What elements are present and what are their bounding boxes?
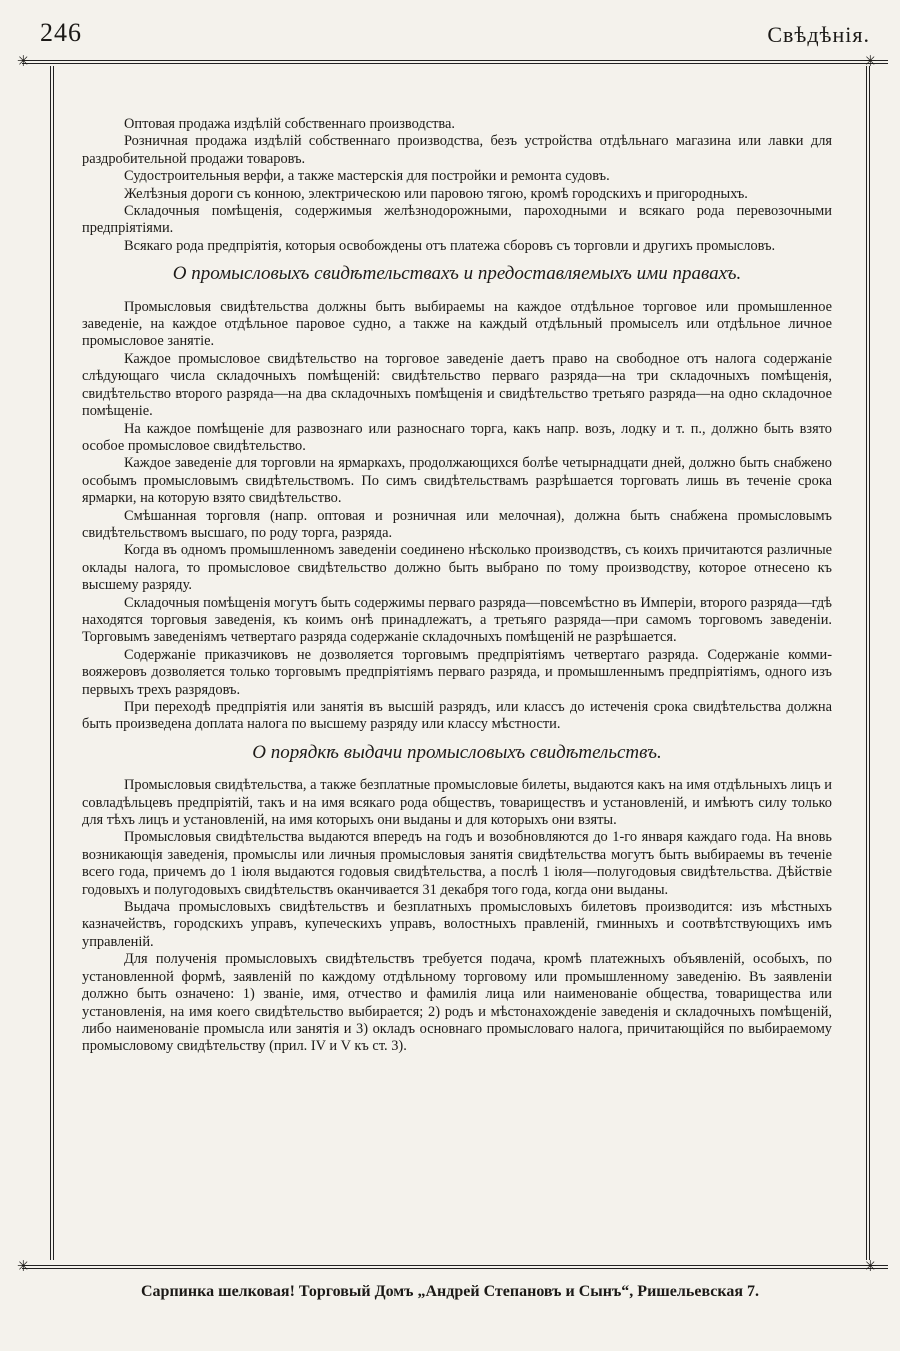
paragraph: Выдача промысловыхъ свидѣтельствъ и безплатныхъ промысловыхъ билетовъ производится: изъ мѣстныхъ казначействъ, городскихъ управъ, купеческихъ управъ, волостныхъ правленій, гминныхъ и соотвѣтствующихъ имъ управленій. [82, 899, 832, 950]
ornament-star-top-right: ✳ [864, 54, 877, 70]
left-rule [50, 66, 54, 1260]
paragraph: Промысловыя свидѣтельства должны быть выбираемы на каждое отдѣльное торговое или промышленное заведеніе, на каждое отдѣльное паровое судно, а также на каждый отдѣльный промыселъ или отдѣльное личное промысловое занятіе. [82, 298, 832, 350]
paragraph: Когда въ одномъ промышленномъ заведеніи соединено нѣсколько производствъ, съ коихъ причитаются различные оклады налога, то промысловое свидѣтельство должно быть выбрано по тому производству, которое отнесено къ высшему разряду. [82, 542, 832, 594]
list-item: Судостроительныя верфи, а также мастерскія для постройки и ремонта судовъ. [124, 168, 610, 185]
paragraph: Промысловыя свидѣтельства выдаются впередъ на годъ и возобновляются до 1-го января каждаго года. На вновь возникающія заведенія, промыслы или личныя промысловыя занятія свидѣтельства могутъ быть выбираемы въ теченіе всего года, причемъ до 1 іюля выдаются годовыя свидѣтельства, а послѣ 1 іюля—полугодовыя свидѣтельства. Дѣйствіе годовыхъ и полугодовыхъ свидѣтельствъ оканчивается 31 декабря того года, когда они выданы. [82, 829, 832, 898]
paragraph: На каждое помѣщеніе для развознаго или разноснаго торга, какъ напр. возъ, лодку и т. п., должно быть взято особое промысловое свидѣтельство. [82, 420, 832, 454]
top-rule [22, 60, 888, 64]
page-body [82, 116, 832, 1056]
paragraph: Складочныя помѣщенія могутъ быть содержимы перваго разряда—повсемѣстно въ Имперіи, второго разряда—гдѣ находятся торговыя заведенія, къ коимъ онѣ принадлежатъ, а третьяго разряда—при самомъ торговомъ заведеніи. Торговымъ заведеніямъ четвертаго разряда содержаніе складочныхъ помѣщеній не разрѣшается. [82, 594, 832, 646]
paragraph: Для полученія промысловыхъ свидѣтельствъ требуется подача, кромѣ платежныхъ объявленій, особыхъ, по установленной формѣ, заявленій по каждому отдѣльному торговому или промышленному заведенію. Въ заявленіи должно быть означено: 1) званіе, имя, отчество и фамилія лица или наименованіе общества, товарищества или установленія, на имя коего свидѣтельство выбирается; 2) родъ и мѣстонахожденіе заведенія и складочныхъ помѣщеній, либо наименованіе промысла или занятія и 3) окладъ основнаго промысловаго налога, причитающійся по выбираемому промысловому свидѣтельству (прил. IV и V къ ст. 3). [82, 951, 832, 1055]
ornament-star-top-left: ✳ [17, 54, 30, 70]
ornament-star-bottom-right: ✳ [864, 1259, 877, 1275]
paragraph: При переходѣ предпріятія или занятія въ высшій разрядъ, или классъ до истеченія срока свидѣтельства должна быть произведена доплата налога по высшему разряду или классу мѣстности. [82, 699, 832, 733]
paragraph: Каждое промысловое свидѣтельство на торговое заведеніе даетъ право на свободное отъ налога содержаніе слѣдующаго числа складочныхъ помѣщеній: свидѣтельство перваго разряда—на три складочныхъ помѣщенія, свидѣтельство второго разряда—на два складочныхъ помѣщенія и свидѣтельство третьяго разряда—на одно складочное помѣщеніе. [82, 350, 832, 420]
page-number: 246 [40, 18, 82, 47]
bottom-rule [22, 1265, 888, 1269]
right-rule [866, 66, 870, 1260]
list-item: Оптовая продажа издѣлій собственнаго производства. [124, 116, 455, 132]
paragraph: Каждое заведеніе для торговли на ярмаркахъ, продолжающихся болѣе четырнадцати дней, должно быть снабжено особымъ промысловымъ свидѣтельствомъ. По симъ свидѣтельствамъ разрѣшается торговать лишь въ теченіе срока ярмарки, на которую взято свидѣтельство. [82, 455, 832, 507]
list-item: Желѣзныя дороги съ конною, электрическою или паровою тягою, кромѣ городскихъ и пригородныхъ. [124, 185, 748, 202]
footer-advertisement: Сарпинка шелковая! Торговый Домъ „Андрей Степановъ и Сынъ“, Ришельевская 7. [140, 1283, 760, 1300]
ornament-star-bottom-left: ✳ [17, 1259, 30, 1275]
list-item: Всякаго рода предпріятія, которыя освобождены отъ платежа сборовъ съ торговли и другихъ промысловъ. [124, 237, 776, 254]
paragraph: Смѣшанная торговля (напр. оптовая и розничная или мелочная), должна быть снабжена промысловымъ свидѣтельствомъ высшаго, по роду торга, разряда. [82, 507, 832, 541]
section-heading-certificates-rights: О промысловыхъ свидѣтельствахъ и предоставляемыхъ ими правахъ. [172, 263, 742, 285]
paragraph: Промысловыя свидѣтельства, а также безплатные промысловые билеты, выдаются какъ на имя отдѣльныхъ лицъ и совладѣльцевъ предпріятій, такъ и на имя всякаго рода обществъ, товариществъ и установленій, и имѣютъ силу только для тѣхъ лицъ и установленій, на имя которыхъ они выданы и для которыхъ они взяты. [82, 777, 832, 829]
running-head: Свѣдѣнія. [767, 22, 870, 47]
paragraph: Содержаніе приказчиковъ не дозволяется торговымъ предпріятіямъ четвертаго разряда. Содержаніе комми-вояжеровъ дозволяется только торговымъ предпріятіямъ перваго разряда, и промышленнымъ предпріятіямъ, одного изъ первыхъ трехъ разрядовъ. [82, 646, 832, 698]
list-item: Складочныя помѣщенія, содержимыя желѣзнодорожными, пароходными и всякаго рода перевозочными предпріятіями. [82, 203, 832, 237]
list-item: Розничная продажа издѣлій собственнаго производства, безъ устройства отдѣльнаго магазина или лавки для раздробительной продажи товаровъ. [82, 133, 832, 167]
section-heading-issuance-procedure: О порядкѣ выдачи промысловыхъ свидѣтельствъ. [252, 741, 662, 763]
